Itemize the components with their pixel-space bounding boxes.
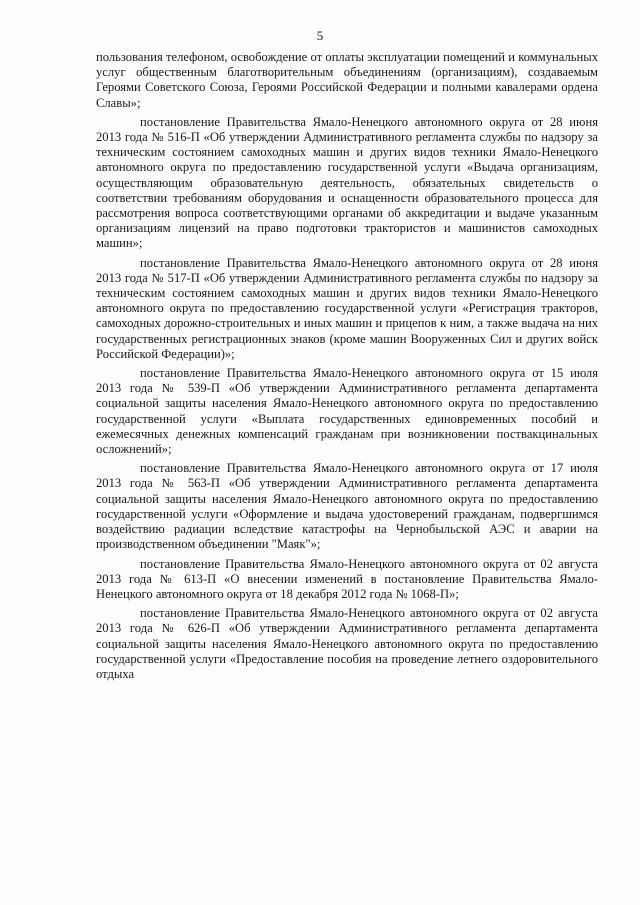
paragraph: постановление Правительства Ямало-Ненецкого автономного округа от 28 июня 2013 года № 516-П «Об утверждении Административного регламента службы по надзору за техническим состоянием самоходных машин и других видов техники Ямало-Ненецкого автономного округа по предоставлению государственной услуги «Выдача организациям, осуществляющим образовательную деятельность, обязательных свидетельств о соответствии требованиям оборудования и оснащенности образовательного процесса для рассмотрения вопроса соответствующими органами об аккредитации и выдаче указанным организациям лицензий на право подготовки трактористов и машинистов самоходных машин»; [96, 114, 598, 251]
paragraph: постановление Правительства Ямало-Ненецкого автономного округа от 17 июля 2013 года № 563-П «Об утверждении Административного регламента департамента социальной защиты населения Ямало-Ненецкого автономного округа по предоставлению государственной услуги «Оформление и выдача удостоверений гражданам, подвергшимся воздействию радиации вследствие катастрофы на Чернобыльской АЭС и аварии на производственном объединении "Маяк"»; [96, 461, 598, 552]
paragraph: постановление Правительства Ямало-Ненецкого автономного округа от 15 июля 2013 года № 539-П «Об утверждении Административного регламента департамента социальной защиты населения Ямало-Ненецкого автономного округа по предоставлению государственной услуги «Выплата государственных единовременных пособий и ежемесячных денежных компенсаций гражданам при возникновении поствакцинальных осложнений»; [96, 366, 598, 457]
paragraph: постановление Правительства Ямало-Ненецкого автономного округа от 02 августа 2013 года № 613-П «О внесении изменений в постановление Правительства Ямало-Ненецкого автономного округа от 18 декабря 2012 года № 1068-П»; [96, 556, 598, 601]
paragraph: постановление Правительства Ямало-Ненецкого автономного округа от 02 августа 2013 года № 626-П «Об утверждении Административного регламента департамента социальной защиты населения Ямало-Ненецкого автономного округа по предоставлению государственной услуги «Предоставление пособия на проведение летнего оздоровительного отдыха [96, 606, 598, 681]
page-number: 5 [316, 28, 324, 43]
document-body [96, 50, 598, 686]
paragraph: пользования телефоном, освобождение от оплаты эксплуатации помещений и коммунальных услуг общественным благотворительным объединениям (организациям), создаваемым Героями Советского Союза, Героями Российской Федерации и полными кавалерами ордена Славы»; [96, 50, 598, 110]
paragraph: постановление Правительства Ямало-Ненецкого автономного округа от 28 июня 2013 года № 517-П «Об утверждении Административного регламента службы по надзору за техническим состоянием самоходных машин и других видов техники Ямало-Ненецкого автономного округа по предоставлению государственной услуги «Регистрация тракторов, самоходных дорожно-строительных и иных машин и прицепов к ним, а также выдача на них государственных регистрационных знаков (кроме машин Вооруженных Сил и других войск Российской Федерации)»; [96, 255, 598, 361]
